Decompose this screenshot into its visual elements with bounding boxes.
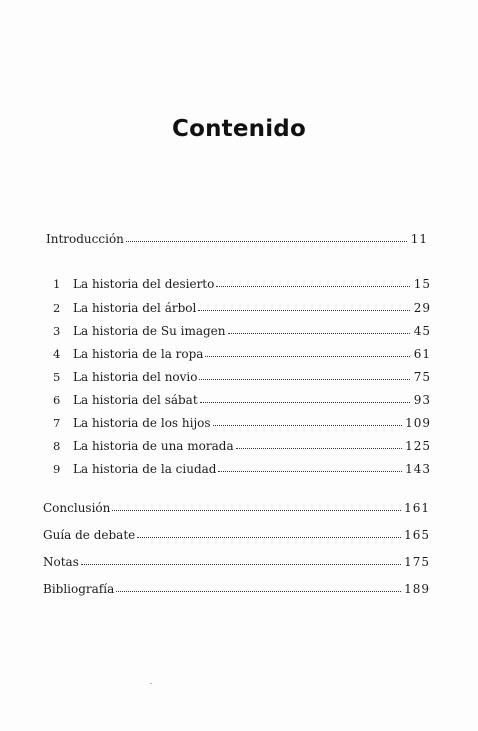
dot-leader: [216, 278, 410, 288]
toc-entry-page-number: 125: [405, 439, 431, 453]
chapter-number: 1: [53, 277, 61, 291]
dot-leader: [213, 417, 403, 427]
toc-entry-page-number: 45: [413, 324, 431, 338]
toc-entry-page-number: 175: [404, 555, 430, 569]
dot-leader: [112, 502, 401, 512]
toc-entry-page-number: 29: [413, 301, 431, 315]
toc-entry-label: Guía de debate: [43, 528, 136, 542]
chapter-number: 4: [53, 347, 61, 361]
toc-entry-page-number: 189: [404, 582, 430, 596]
toc-entry-label: Introducción: [46, 232, 124, 246]
chapter-number: 8: [53, 439, 61, 453]
toc-entry-chapter-5: [53, 369, 431, 385]
dot-leader: [205, 348, 410, 358]
toc-entry-label: La historia del sábat: [73, 393, 198, 407]
toc-entry-conclusion: [43, 500, 430, 516]
paper-speck: [150, 683, 152, 684]
toc-entry-chapter-6: [53, 392, 431, 408]
toc-entry-label: La historia de los hijos: [73, 416, 211, 430]
toc-entry-page-number: 75: [413, 370, 431, 384]
dot-leader: [218, 463, 402, 473]
chapter-number: 5: [53, 370, 61, 384]
dot-leader: [198, 302, 410, 312]
toc-entry-label: La historia de la ciudad: [73, 462, 217, 476]
toc-entry-label: La historia de Su imagen: [73, 324, 226, 338]
toc-entry-label: Notas: [43, 555, 79, 569]
toc-entry-guia-de-debate: [43, 527, 430, 543]
chapter-number: 6: [53, 393, 61, 407]
toc-entry-page-number: 61: [413, 347, 431, 361]
dot-leader: [228, 325, 411, 335]
chapter-number: 2: [53, 301, 61, 315]
toc-entry-chapter-7: [53, 415, 431, 431]
toc-entry-label: La historia de una morada: [73, 439, 234, 453]
dot-leader: [116, 583, 401, 593]
page-title: Contenido: [172, 116, 306, 142]
dot-leader: [199, 371, 410, 381]
toc-entry-bibliografia: [43, 581, 430, 597]
toc-entry-label: Conclusión: [43, 501, 111, 515]
toc-entry-page-number: 15: [413, 277, 431, 291]
toc-entry-page-number: 93: [413, 393, 431, 407]
dot-leader: [236, 440, 402, 450]
toc-entry-notas: [43, 554, 430, 570]
toc-entry-label: La historia del desierto: [73, 277, 215, 291]
dot-leader: [137, 529, 401, 539]
toc-entry-chapter-8: [53, 438, 431, 454]
toc-entry-chapter-2: [53, 300, 431, 316]
toc-entry-page-number: 161: [404, 501, 430, 515]
dot-leader: [126, 233, 407, 243]
toc-entry-introduccion: [46, 231, 428, 247]
toc-entry-chapter-1: [53, 276, 431, 292]
toc-entry-chapter-4: [53, 346, 431, 362]
toc-entry-page-number: 143: [405, 462, 431, 476]
toc-entry-page-number: 109: [405, 416, 431, 430]
dot-leader: [81, 556, 401, 566]
toc-entry-chapter-9: [53, 461, 431, 477]
toc-entry-label: La historia de la ropa: [73, 347, 204, 361]
toc-entry-page-number: 165: [404, 528, 430, 542]
toc-entry-label: Bibliografía: [43, 582, 115, 596]
dot-leader: [200, 394, 410, 404]
chapter-number: 7: [53, 416, 61, 430]
toc-entry-page-number: 11: [410, 232, 428, 246]
toc-entry-chapter-3: [53, 323, 431, 339]
chapter-number: 3: [53, 324, 61, 338]
toc-entry-label: La historia del novio: [73, 370, 198, 384]
chapter-number: 9: [53, 462, 61, 476]
toc-entry-label: La historia del árbol: [73, 301, 197, 315]
